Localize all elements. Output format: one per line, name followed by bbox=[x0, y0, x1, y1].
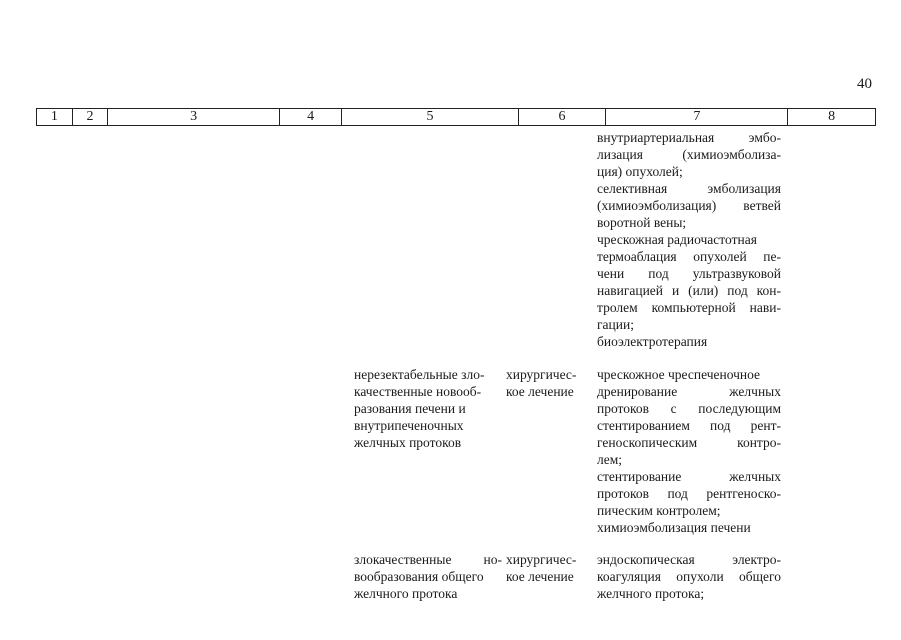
text-line: качественные новооб- bbox=[354, 384, 482, 399]
text-line: ция) опухолей; bbox=[597, 164, 683, 179]
text-line: дренирование желчных bbox=[597, 384, 781, 399]
text-line: хирургичес- bbox=[506, 367, 577, 382]
row3-treatment-type bbox=[506, 551, 588, 585]
text-line: желчного протока bbox=[354, 586, 458, 601]
text-line: коагуляция опухоли общего bbox=[597, 569, 781, 584]
text-line: термоаблация опухолей пе- bbox=[597, 249, 781, 264]
text-line: тролем компьютерной нави- bbox=[597, 300, 781, 315]
row3-treatment-methods bbox=[597, 551, 781, 602]
row3-diagnosis bbox=[354, 551, 502, 602]
header-col-5: 5 bbox=[342, 109, 518, 125]
text-line: стентирование желчных bbox=[597, 469, 781, 484]
text-line: биоэлектротерапия bbox=[597, 334, 708, 349]
text-line: разования печени и bbox=[354, 401, 466, 416]
text-line: желчного протока; bbox=[597, 586, 705, 601]
text-line: чрескожное чреспеченочное bbox=[597, 367, 761, 382]
text-line: стентированием под рент- bbox=[597, 418, 781, 433]
text-line: навигацией и (или) под кон- bbox=[597, 283, 781, 298]
text-line: кое лечение bbox=[506, 384, 574, 399]
text-line: эндоскопическая электро- bbox=[597, 552, 781, 567]
text-line: химиоэмболизация печени bbox=[597, 520, 751, 535]
header-col-4: 4 bbox=[280, 109, 343, 125]
text-line: воротной вены; bbox=[597, 215, 687, 230]
row2-treatment-type bbox=[506, 366, 588, 400]
text-line: злокачественные но- bbox=[354, 552, 502, 567]
header-col-2: 2 bbox=[73, 109, 109, 125]
text-line: внутриартериальная эмбо- bbox=[597, 130, 781, 145]
text-line: протоков под рентгеноско- bbox=[597, 486, 781, 501]
text-line: чени под ультразвуковой bbox=[597, 266, 781, 281]
text-line: внутрипеченочных bbox=[354, 418, 464, 433]
text-line: протоков с последующим bbox=[597, 401, 781, 416]
row1-treatment-methods bbox=[597, 129, 781, 350]
text-line: чрескожная радиочастотная bbox=[597, 232, 757, 247]
text-line: желчных протоков bbox=[354, 435, 462, 450]
page-number: 40 bbox=[857, 76, 872, 92]
row2-treatment-methods bbox=[597, 366, 781, 536]
text-line: лизация (химиоэмболиза- bbox=[597, 147, 781, 162]
header-col-1: 1 bbox=[37, 109, 73, 125]
text-line: (химиоэмболизация) ветвей bbox=[597, 198, 781, 213]
header-col-7: 7 bbox=[606, 109, 788, 125]
row2-diagnosis bbox=[354, 366, 502, 451]
text-line: вообразования общего bbox=[354, 569, 484, 584]
text-line: селективная эмболизация bbox=[597, 181, 781, 196]
text-line: гации; bbox=[597, 317, 634, 332]
text-line: нерезектабельные зло- bbox=[354, 367, 485, 382]
text-line: пическим контролем; bbox=[597, 503, 721, 518]
text-line: лем; bbox=[597, 452, 623, 467]
header-col-6: 6 bbox=[519, 109, 607, 125]
header-col-3: 3 bbox=[108, 109, 279, 125]
text-line: хирургичес- bbox=[506, 552, 577, 567]
header-col-8: 8 bbox=[828, 109, 836, 124]
text-line: геноскопическим контро- bbox=[597, 435, 781, 450]
text-line: кое лечение bbox=[506, 569, 574, 584]
table-header-row bbox=[36, 108, 876, 126]
